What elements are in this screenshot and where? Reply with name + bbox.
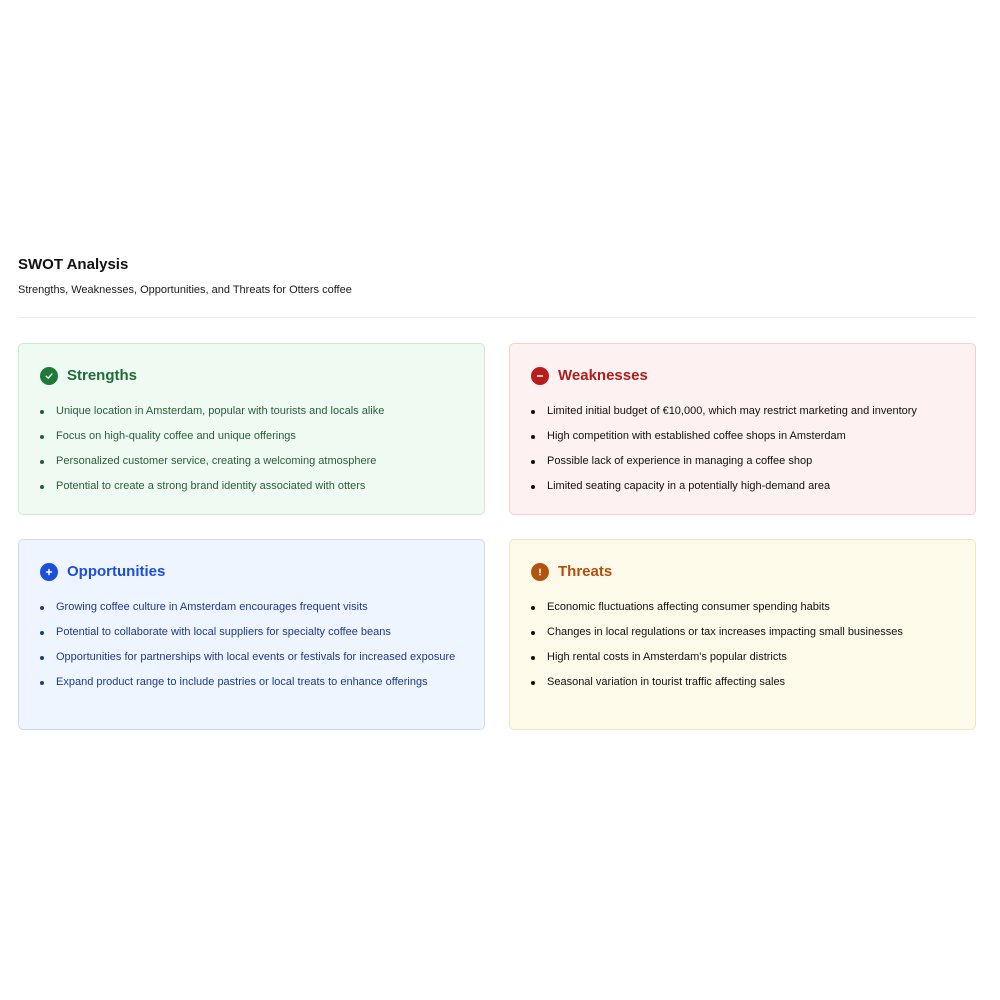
list-item xyxy=(531,623,955,642)
bullet-icon xyxy=(40,460,44,464)
list-item xyxy=(531,648,955,667)
bullet-icon xyxy=(531,435,535,439)
threats-list xyxy=(531,598,955,692)
list-item xyxy=(40,673,464,692)
bullet-icon xyxy=(531,681,535,685)
list-item xyxy=(531,427,955,446)
list-item xyxy=(531,673,955,692)
strengths-header xyxy=(40,366,464,386)
list-item xyxy=(40,402,464,421)
weaknesses-list xyxy=(531,402,955,496)
weaknesses-header xyxy=(531,366,955,386)
bullet-icon xyxy=(40,410,44,414)
opportunities-header xyxy=(40,562,464,582)
list-item xyxy=(40,648,464,667)
weaknesses-title: Weaknesses xyxy=(558,367,648,384)
strengths-card xyxy=(18,343,485,515)
page-subtitle: Strengths, Weaknesses, Opportunities, and Threats for Otters coffee xyxy=(18,284,352,296)
swot-grid xyxy=(18,343,976,730)
page-title: SWOT Analysis xyxy=(18,256,129,273)
list-item-text: Seasonal variation in tourist traffic affecting sales xyxy=(547,676,786,688)
opportunities-title: Opportunities xyxy=(67,563,166,580)
list-item xyxy=(531,452,955,471)
opportunities-list xyxy=(40,598,464,692)
list-item-text: High competition with established coffee shops in Amsterdam xyxy=(547,430,846,442)
list-item xyxy=(40,598,464,617)
list-item-text: Potential to create a strong brand identity associated with otters xyxy=(56,480,366,492)
list-item-text: Growing coffee culture in Amsterdam encourages frequent visits xyxy=(56,601,368,613)
bullet-icon xyxy=(40,631,44,635)
threats-card xyxy=(509,539,976,730)
bullet-icon xyxy=(531,460,535,464)
header-divider xyxy=(18,317,976,318)
list-item-text: Economic fluctuations affecting consumer spending habits xyxy=(547,601,830,613)
strengths-title: Strengths xyxy=(67,367,138,384)
weaknesses-card xyxy=(509,343,976,515)
list-item xyxy=(40,477,464,496)
threats-title: Threats xyxy=(558,563,613,580)
list-item-text: Personalized customer service, creating a welcoming atmosphere xyxy=(56,455,377,467)
bullet-icon xyxy=(531,485,535,489)
list-item-text: Focus on high-quality coffee and unique offerings xyxy=(56,430,296,442)
list-item xyxy=(531,402,955,421)
list-item-text: Unique location in Amsterdam, popular with tourists and locals alike xyxy=(56,405,385,417)
bullet-icon xyxy=(40,656,44,660)
list-item-text: Opportunities for partnerships with local events or festivals for increased exposure xyxy=(56,651,456,663)
bullet-icon xyxy=(531,631,535,635)
list-item-text: High rental costs in Amsterdam's popular districts xyxy=(547,651,787,663)
list-item xyxy=(531,477,955,496)
list-item-text: Possible lack of experience in managing a coffee shop xyxy=(547,455,813,467)
list-item-text: Potential to collaborate with local suppliers for specialty coffee beans xyxy=(56,626,391,638)
list-item xyxy=(531,598,955,617)
opportunities-card xyxy=(18,539,485,730)
list-item xyxy=(40,623,464,642)
bullet-icon xyxy=(40,681,44,685)
list-item-text: Expand product range to include pastries or local treats to enhance offerings xyxy=(56,676,428,688)
list-item xyxy=(40,452,464,471)
list-item-text: Changes in local regulations or tax increases impacting small businesses xyxy=(547,626,903,638)
bullet-icon xyxy=(40,485,44,489)
strengths-list xyxy=(40,402,464,496)
bullet-icon xyxy=(531,410,535,414)
threats-header xyxy=(531,562,955,582)
alert-circle-icon xyxy=(531,563,549,581)
plus-circle-icon xyxy=(40,563,58,581)
swot-page xyxy=(18,256,976,730)
list-item-text: Limited seating capacity in a potentially high-demand area xyxy=(547,480,831,492)
bullet-icon xyxy=(531,656,535,660)
bullet-icon xyxy=(40,606,44,610)
minus-circle-icon xyxy=(531,367,549,385)
bullet-icon xyxy=(531,606,535,610)
list-item-text: Limited initial budget of €10,000, which may restrict marketing and inventory xyxy=(547,405,917,417)
check-circle-icon xyxy=(40,367,58,385)
list-item xyxy=(40,427,464,446)
bullet-icon xyxy=(40,435,44,439)
